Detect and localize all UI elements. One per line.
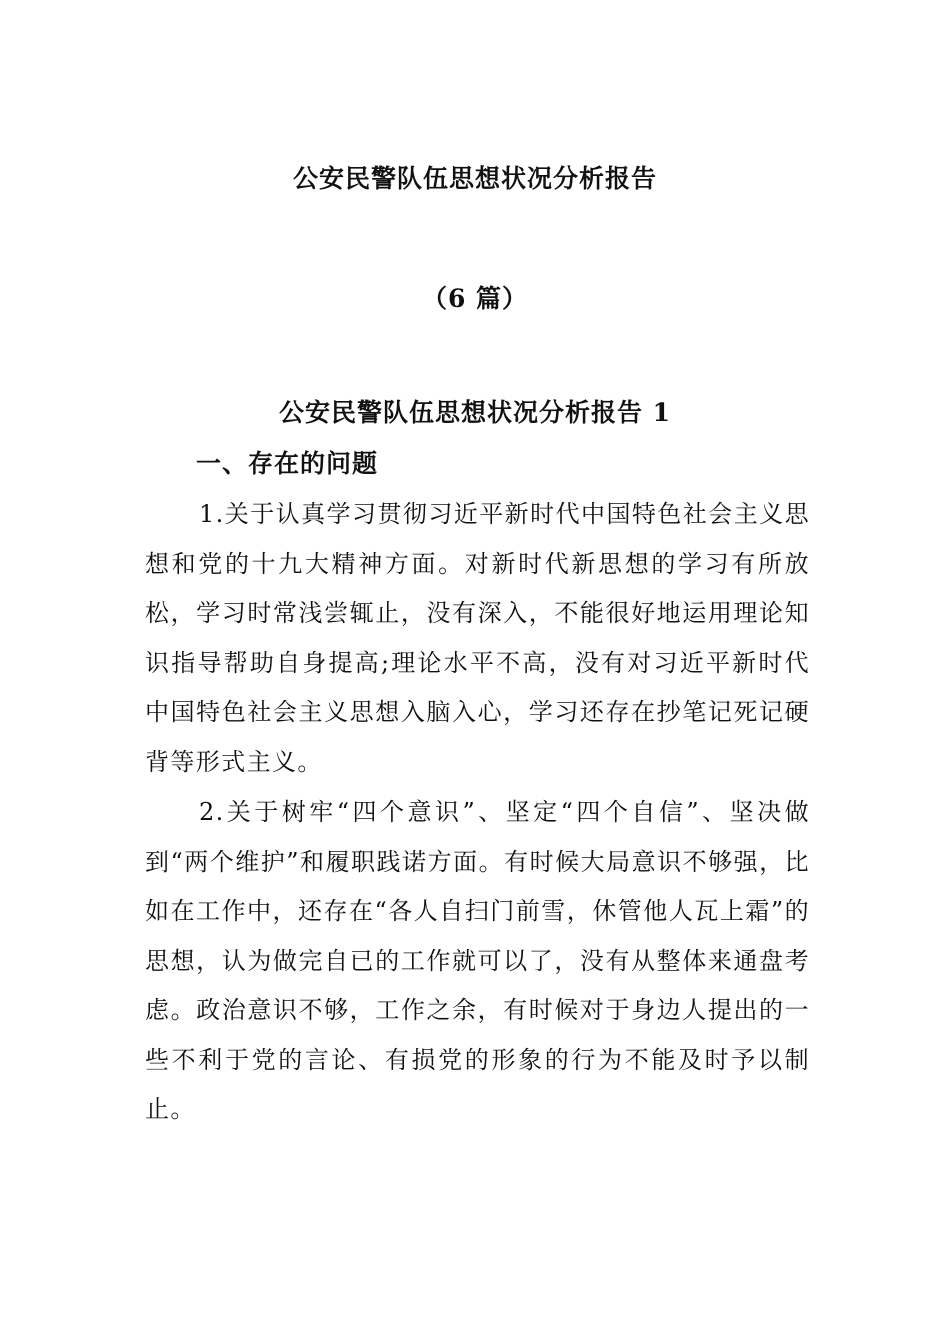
section-title: 公安民警队伍思想状况分析报告 1	[278, 398, 672, 427]
paragraph-1: 1.关于认真学习贯彻习近平新时代中国特色社会主义思想和党的十九大精神方面。对新时代新思想的学习有所放松，学习时常浅尝辄止，没有深入，不能很好地运用理论知识指导帮助自身提高;理论水平不高，没有对习近平新时代中国特色社会主义思想入脑入心，学习还存在抄笔记死记硬背等形式主义。	[145, 500, 810, 776]
document-title: 公安民警队伍思想状况分析报告	[292, 164, 657, 193]
document-count-label: （6 篇）	[421, 284, 529, 313]
section-heading: 一、存在的问题	[196, 449, 379, 478]
paragraph-2: 2.关于树牢“四个意识”、坚定“四个自信”、坚决做到“两个维护”和履职践诺方面。有时候大局意识不够强，比如在工作中，还存在“各人自扫门前雪，休管他人瓦上霜”的思想，认为做完自已的工作就可以了，没有从整体来通盘考虑。政治意识不够，工作之余，有时候对于身边人提出的一些不利于党的言论、有损党的形象的行为不能及时予以制止。	[145, 798, 810, 1123]
